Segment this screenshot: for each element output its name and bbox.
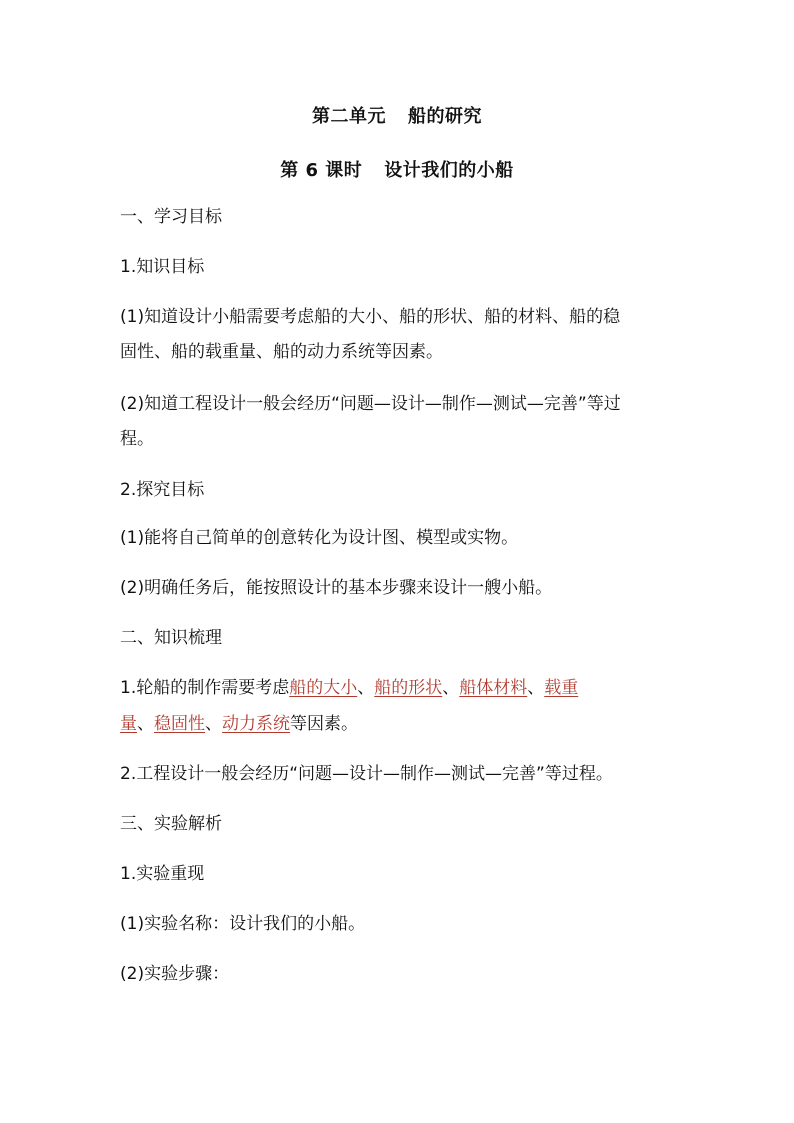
knowledge-item-2: 2.工程设计一般会经历“问题—设计—制作—测试—完善”等过程。	[120, 764, 613, 784]
knowledge-item-1-prefix: 1.轮船的制作需要考虑	[120, 678, 290, 698]
knowledge-item-1-suffix: 等因素。	[290, 714, 358, 734]
separator: 、	[357, 678, 375, 698]
experiment-name: (1)实验名称：设计我们的小船。	[120, 914, 366, 934]
section-heading-objectives: 一、学习目标	[120, 207, 222, 227]
answer-load-capacity-part2: 量	[120, 714, 137, 734]
knowledge-objective-2-line1: (2)知道工程设计一般会经历“问题—设计—制作—测试—完善”等过	[120, 394, 621, 414]
lesson-title	[0, 156, 794, 182]
unit-title-part2: 船的研究	[408, 106, 482, 127]
knowledge-objective-2-line2: 程。	[120, 429, 154, 449]
answer-hull-material: 船体材料	[459, 678, 528, 698]
lesson-title-part1: 第 6 课时	[280, 160, 363, 181]
inquiry-objectives-title: 2.探究目标	[120, 480, 205, 500]
knowledge-item-1-line2	[120, 708, 680, 740]
separator: 、	[137, 714, 154, 734]
unit-title	[0, 102, 794, 128]
unit-title-part1: 第二单元	[312, 106, 386, 127]
answer-boat-shape: 船的形状	[374, 678, 443, 698]
knowledge-objective-1-line1: (1)知道设计小船需要考虑船的大小、船的形状、船的材料、船的稳	[120, 307, 621, 327]
inquiry-objective-1: (1)能将自己简单的创意转化为设计图、模型或实物。	[120, 528, 519, 548]
answer-load-capacity-part1: 载重	[544, 678, 579, 698]
separator: 、	[527, 678, 545, 698]
experiment-reproduction-title: 1.实验重现	[120, 864, 205, 884]
lesson-title-part2: 设计我们的小船	[384, 160, 514, 181]
separator: 、	[442, 678, 460, 698]
inquiry-objective-2: (2)明确任务后，能按照设计的基本步骤来设计一艘小船。	[120, 578, 553, 598]
knowledge-objectives-title: 1.知识目标	[120, 257, 205, 277]
separator: 、	[205, 714, 222, 734]
section-heading-knowledge: 二、知识梳理	[120, 628, 222, 648]
answer-stability: 稳固性	[154, 714, 205, 734]
answer-power-system: 动力系统	[222, 714, 290, 734]
knowledge-objective-1-line2: 固性、船的载重量、船的动力系统等因素。	[120, 342, 443, 362]
section-heading-experiment: 三、实验解析	[120, 814, 222, 834]
answer-boat-size: 船的大小	[289, 678, 358, 698]
knowledge-item-1-line1	[120, 672, 680, 704]
experiment-steps: (2)实验步骤：	[120, 964, 230, 984]
